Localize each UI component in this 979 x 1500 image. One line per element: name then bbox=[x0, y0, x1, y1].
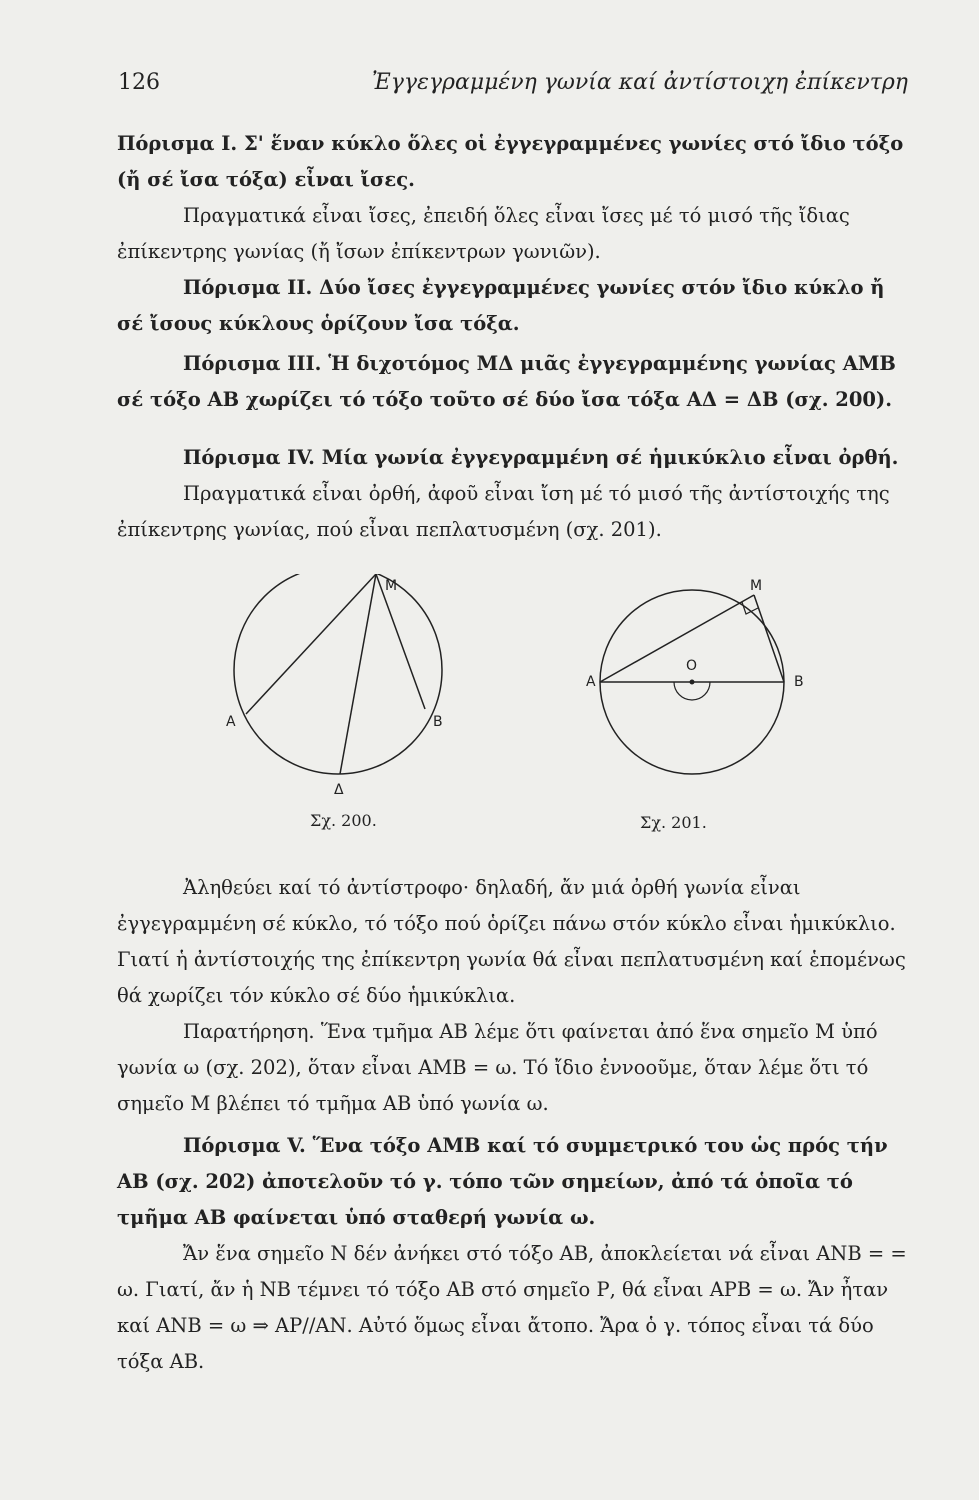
fig201-label-o: Ο bbox=[686, 658, 698, 674]
fig201-center-point bbox=[690, 680, 695, 685]
figures bbox=[220, 574, 940, 836]
remark-paragraph: Παρατήρηση. Ἕνα τμῆμα ΑΒ λέμε ὅτι φαίνεται ἀπό ἕνα σημεῖο Μ ὑπό γωνία ω (σχ. 202), ὅταν εἶναι ΑΜΒ = ω. Τό ἴδιο ἐννοοῦμε, ὅταν λέμε ὅτι τό σημεῖο Μ βλέπει τό τμῆμα ΑΒ ὑπό γωνία ω. bbox=[117, 1020, 878, 1115]
corollary-4-proof: Πραγματικά εἶναι ὀρθή, ἀφοῦ εἶναι ἴση μέ τό μισό τῆς ἀντίστοιχής της ἐπίκεντρης γωνίας, πού εἶναι πεπλατυσμένη (σχ. 201). bbox=[117, 482, 890, 541]
figure-201 bbox=[586, 578, 804, 832]
running-title: Ἐγγεγραμμένη γωνία καί ἀντίστοιχη ἐπίκεντρη bbox=[372, 70, 908, 95]
fig200-chord-mb bbox=[376, 574, 425, 709]
page-number: 126 bbox=[118, 70, 160, 95]
fig200-label-b: Β bbox=[433, 714, 443, 730]
fig201-chord-mb bbox=[754, 595, 784, 682]
fig200-label-d: Δ bbox=[334, 782, 344, 798]
corollary-4: Πόρισμα IV. Μία γωνία ἐγγεγραμμένη σέ ἡμικύκλιο εἶναι ὀρθή. bbox=[183, 446, 899, 469]
corollary-5: Πόρισμα V. Ἕνα τόξο ΑΜΒ καί τό συμμετρικό του ὡς πρός τήν ΑΒ (σχ. 202) ἀποτελοῦν τό γ. τόπο τῶν σημείων, ἀπό τά ὁποῖα τό τμῆμα ΑΒ φαίνεται ὑπό σταθερή γωνία ω. bbox=[117, 1134, 888, 1229]
figures-svg bbox=[220, 574, 940, 836]
fig201-right-angle-mark bbox=[742, 602, 758, 614]
fig200-bisector bbox=[340, 574, 376, 774]
fig201-caption: Σχ. 201. bbox=[640, 813, 707, 832]
corollary-5-proof: Ἄν ἕνα σημεῖο Ν δέν ἀνήκει στό τόξο ΑΒ, ἀποκλείεται νά εἶναι ΑΝΒ = = ω. Γιατί, ἄν ἡ ΝΒ τέμνει τό τόξο ΑΒ στό σημεῖο Ρ, θά εἶναι ΑΡΒ = ω. Ἄν ἦταν καί ΑΝΒ = ω ⇒ ΑΡ//ΑΝ. Αὐτό ὅμως εἶναι ἄτοπο. Ἄρα ὁ γ. τόπος εἶναι τά δύο τόξα ΑΒ. bbox=[117, 1242, 907, 1373]
corollary-3: Πόρισμα III. Ἡ διχοτόμος ΜΔ μιᾶς ἐγγεγραμμένης γωνίας ΑΜΒ σέ τόξο ΑΒ χωρίζει τό τόξο τοῦτο σέ δύο ἴσα τόξα ΑΔ = ΔΒ (σχ. 200). bbox=[117, 352, 896, 411]
fig201-straight-angle-arc bbox=[674, 682, 710, 700]
fig201-label-a: Α bbox=[586, 674, 596, 690]
fig201-label-b: Β bbox=[794, 674, 804, 690]
page-header bbox=[118, 70, 908, 110]
corollary-2: Πόρισμα II. Δύο ἴσες ἐγγεγραμμένες γωνίες στόν ἴδιο κύκλο ἤ σέ ἴσους κύκλους ὁρίζουν ἴσα τόξα. bbox=[117, 276, 885, 335]
fig200-caption: Σχ. 200. bbox=[310, 811, 377, 830]
figure-200 bbox=[226, 574, 443, 830]
fig201-chord-am bbox=[600, 595, 754, 682]
fig200-label-m: Μ bbox=[385, 578, 398, 594]
converse-paragraph: Ἀληθεύει καί τό ἀντίστροφο· δηλαδή, ἄν μιά ὀρθή γωνία εἶναι ἐγγεγραμμένη σέ κύκλο, τό τόξο πού ὁρίζει πάνω στόν κύκλο εἶναι ἡμικύκλιο. Γιατί ἡ ἀντίστοιχής της ἐπίκεντρη γωνία θά εἶναι πεπλατυσμένη καί ἑπομένως θά χωρίζει τόν κύκλο σέ δύο ἡμικύκλια. bbox=[117, 876, 906, 1007]
fig201-label-m: Μ bbox=[750, 578, 763, 594]
fig200-label-a: Α bbox=[226, 714, 236, 730]
corollary-1-proof: Πραγματικά εἶναι ἴσες, ἐπειδή ὅλες εἶναι ἴσες μέ τό μισό τῆς ἴδιας ἐπίκεντρης γωνίας (ἤ ἴσων ἐπίκεντρων γωνιῶν). bbox=[117, 204, 850, 263]
corollary-1: Πόρισμα I. Σ' ἕναν κύκλο ὅλες οἱ ἐγγεγραμμένες γωνίες στό ἴδιο τόξο (ἤ σέ ἴσα τόξα) εἶναι ἴσες. bbox=[117, 132, 904, 191]
fig200-circle bbox=[234, 574, 442, 774]
